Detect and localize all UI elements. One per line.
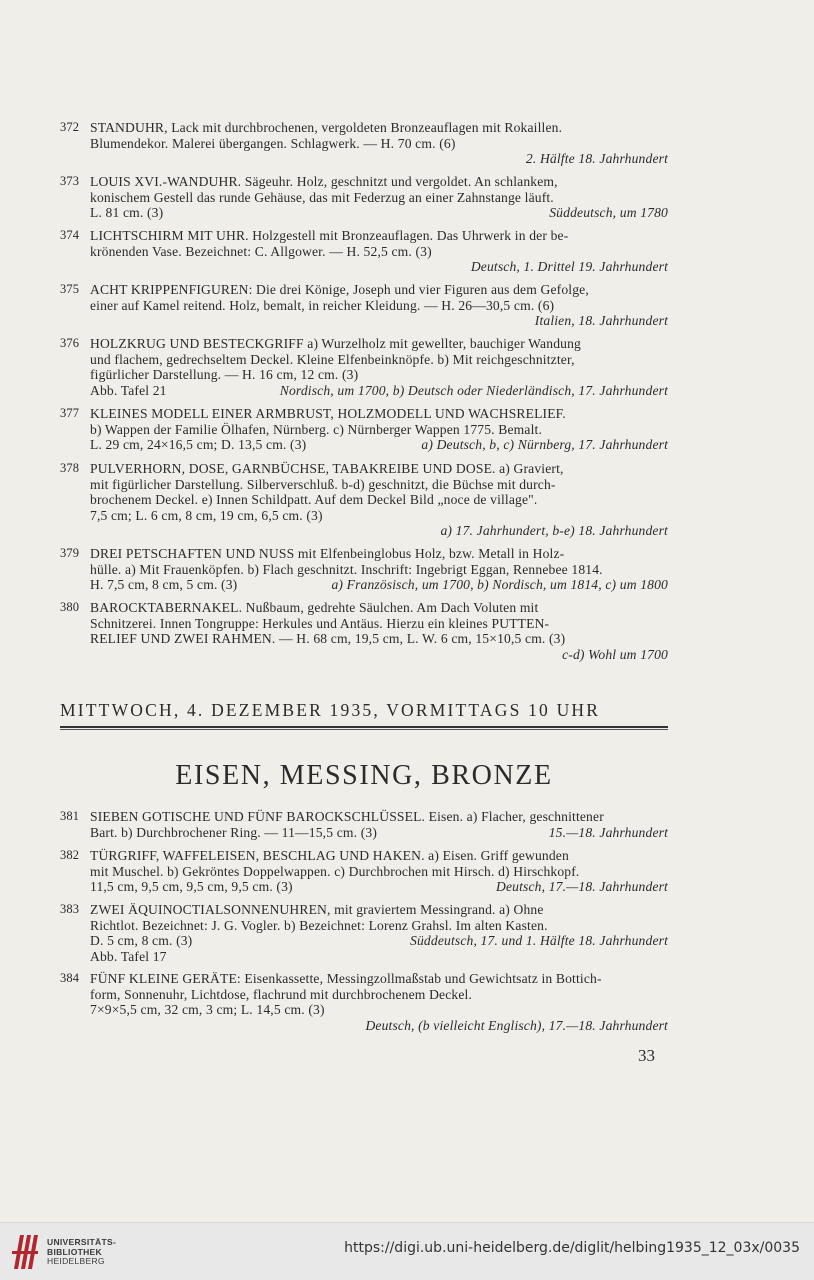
entry-description (90, 120, 668, 167)
entry-measure-row (90, 437, 668, 453)
entry-measurements: L. 81 cm. (3) (90, 205, 164, 221)
entry-number: 382 (60, 848, 80, 862)
institution-line-2: BIBLIOTHEK (47, 1246, 102, 1257)
entry-description (90, 971, 668, 1033)
entry-text-line: brochenem Deckel. e) Innen Schildpatt. Auf dem Deckel Bild „noce de village". (90, 492, 538, 508)
entry-text-line: 7×9×5,5 cm, 32 cm, 3 cm; L. 14,5 cm. (3) (90, 1002, 325, 1018)
viewer-footer (0, 1222, 814, 1280)
entry-attribution: Deutsch, (b vielleicht Englisch), 17.—18. Jahrhundert (365, 1017, 668, 1033)
entry-description (90, 336, 668, 398)
sale-header: MITTWOCH, 4. DEZEMBER 1935, VORMITTAGS 10 UHR (60, 700, 601, 720)
entry-measurements: L. 29 cm, 24×16,5 cm; D. 13,5 cm. (3) (90, 437, 307, 453)
entry-attribution: Deutsch, 17.—18. Jahrhundert (496, 879, 668, 895)
entry-text-line: krönenden Vase. Bezeichnet: C. Allgower. — H. 52,5 cm. (3) (90, 243, 432, 259)
entry-attribution: Italien, 18. Jahrhundert (534, 313, 668, 329)
entry-measurements: 11,5 cm, 9,5 cm, 9,5 cm, 9,5 cm. (3) (90, 879, 293, 895)
entry-number: 377 (60, 406, 80, 420)
entry-text-line: figürlicher Darstellung. — H. 16 cm, 12 cm. (3) (90, 367, 359, 383)
entry-attribution: a) 17. Jahrhundert, b-e) 18. Jahrhundert (440, 523, 668, 539)
entry-measure-row (90, 933, 668, 949)
entry-text-line: SIEBEN GOTISCHE UND FÜNF BAROCKSCHLÜSSEL. Eisen. a) Flacher, geschnittener (90, 809, 604, 824)
entry-text-line: KLEINES MODELL EINER ARMBRUST, HOLZMODELL UND WACHSRELIEF. (90, 406, 566, 421)
institution-line-1: UNIVERSITÄTS- (47, 1237, 117, 1247)
entry-text-line: Blumendekor. Malerei übergangen. Schlagwerk. — H. 70 cm. (6) (90, 135, 456, 151)
entry-attribution: 2. Hälfte 18. Jahrhundert (525, 151, 668, 167)
entry-text-line: mit Muschel. b) Gekröntes Doppelwappen. c) Durchbrochen mit Hirsch. d) Hirschkopf. (90, 863, 580, 879)
entry-number: 376 (60, 336, 80, 350)
entry-measure-row (90, 825, 668, 841)
entry-description (90, 809, 668, 840)
entry-text-line: DREI PETSCHAFTEN UND NUSS mit Elfenbeinglobus Holz, bzw. Metall in Holz- (90, 546, 565, 561)
entry-number: 373 (60, 174, 80, 188)
entry-text-line: BAROCKTABERNAKEL. Nußbaum, gedrehte Säulchen. Am Dach Voluten mit (90, 600, 539, 615)
entry-measurements: Bart. b) Durchbrochener Ring. — 11—15,5 cm. (3) (90, 824, 378, 840)
entry-measurements: H. 7,5 cm, 8 cm, 5 cm. (3) (90, 577, 238, 593)
entry-measurements: D. 5 cm, 8 cm. (3) (90, 933, 193, 949)
header-rule-thin (60, 729, 668, 730)
page-number: 33 (638, 1046, 655, 1065)
entry-text-line: und flachem, gedrechseltem Deckel. Kleine Elfenbeinknöpfe. b) Mit reichgeschnitzter, (90, 351, 575, 367)
entry-text-line: TÜRGRIFF, WAFFELEISEN, BESCHLAG UND HAKEN. a) Eisen. Griff gewunden (90, 848, 569, 863)
entry-text-line: Richtlot. Bezeichnet: J. G. Vogler. b) Bezeichnet: Lorenz Grahsl. Im alten Kasten. (90, 917, 548, 933)
entry-attribution: a) Deutsch, b, c) Nürnberg, 17. Jahrhundert (421, 437, 668, 453)
entry-number: 381 (60, 809, 80, 823)
entry-attribution: Süddeutsch, 17. und 1. Hälfte 18. Jahrhundert (410, 933, 668, 949)
entry-attribution: Süddeutsch, um 1780 (549, 205, 668, 221)
entry-attribution: a) Französisch, um 1700, b) Nordisch, um 1814, c) um 1800 (331, 577, 668, 593)
entry-number: 374 (60, 228, 80, 242)
entry-measure-row (90, 205, 668, 221)
permalink-url[interactable]: https://digi.ub.uni-heidelberg.de/diglit/helbing1935_12_03x/0035 (344, 1240, 800, 1256)
entry-description (90, 848, 668, 895)
entry-description (90, 902, 668, 964)
header-rule-thick (60, 726, 668, 728)
entry-text-line: form, Sonnenuhr, Lichtdose, flachrund mit durchbrochenem Deckel. (90, 986, 473, 1002)
entry-number: 380 (60, 600, 80, 614)
entry-text-line: STANDUHR, Lack mit durchbrochenen, vergoldeten Bronzeauflagen mit Rokaillen. (90, 120, 563, 135)
entry-description (90, 174, 668, 221)
entry-number: 383 (60, 902, 80, 916)
entry-number: 375 (60, 282, 80, 296)
entry-description (90, 228, 668, 275)
entry-number: 384 (60, 971, 80, 985)
entry-text-line: RELIEF UND ZWEI RAHMEN. — H. 68 cm, 19,5 cm, L. W. 6 cm, 15×10,5 cm. (3) (90, 631, 566, 647)
entry-description (90, 600, 668, 662)
entry-text-line: b) Wappen der Familie Ölhafen, Nürnberg. c) Nürnberger Wappen 1775. Bemalt. (90, 421, 542, 437)
entry-measure-row (90, 879, 668, 895)
entry-description (90, 406, 668, 453)
entry-attribution: Nordisch, um 1700, b) Deutsch oder Niederländisch, 17. Jahrhundert (279, 382, 668, 398)
entry-text-line: LICHTSCHIRM MIT UHR. Holzgestell mit Bronzeauflagen. Das Uhrwerk in der be- (90, 228, 569, 243)
entry-text-line: konischem Gestell das runde Gehäuse, das mit Federzug an einer Zahnstange läuft. (90, 189, 554, 205)
entry-number: 372 (60, 120, 80, 134)
institution-line-3: HEIDELBERG (47, 1256, 105, 1266)
university-seal-icon (10, 1231, 40, 1271)
entry-text-line: mit figürlicher Darstellung. Silberverschluß. b-d) geschnitzt, die Büchse mit durch- (90, 476, 556, 492)
entry-description (90, 546, 668, 593)
entry-attribution: Deutsch, 1. Drittel 19. Jahrhundert (470, 259, 668, 275)
entry-measure-row (90, 383, 668, 399)
entry-text-line: einer auf Kamel reitend. Holz, bemalt, in reicher Kleidung. — H. 26—30,5 cm. (6) (90, 297, 555, 313)
entry-description (90, 282, 668, 329)
entry-number: 379 (60, 546, 80, 560)
entry-text-line: 7,5 cm; L. 6 cm, 8 cm, 19 cm, 6,5 cm. (3) (90, 507, 323, 523)
entry-text-line: LOUIS XVI.-WANDUHR. Sägeuhr. Holz, geschnitzt und vergoldet. An schlankem, (90, 174, 558, 189)
entry-text-line: FÜNF KLEINE GERÄTE: Eisenkassette, Messingzollmaßstab und Gewichtsatz in Bottich- (90, 971, 602, 986)
institution-name (47, 1238, 116, 1267)
entry-measure-row (90, 577, 668, 593)
section-title: EISEN, MESSING, BRONZE (175, 760, 553, 791)
entry-number: 378 (60, 461, 80, 475)
entry-text-line: hülle. a) Mit Frauenköpfen. b) Flach geschnitzt. Inschrift: Ingebrigt Eggan, Rennebee 1814. (90, 561, 603, 577)
entry-text-line: ACHT KRIPPENFIGUREN: Die drei Könige, Joseph und vier Figuren aus dem Gefolge, (90, 282, 589, 297)
entry-attribution: 15.—18. Jahrhundert (548, 824, 668, 840)
entry-text-line: Schnitzerei. Innen Tongruppe: Herkules und Antäus. Hierzu ein kleines PUTTEN- (90, 615, 550, 631)
entry-text-line: ZWEI ÄQUINOCTIALSONNENUHREN, mit graviertem Messingrand. a) Ohne (90, 902, 544, 917)
entry-text-line: PULVERHORN, DOSE, GARNBÜCHSE, TABAKREIBE UND DOSE. a) Graviert, (90, 461, 564, 476)
entry-text-line: HOLZKRUG UND BESTECKGRIFF a) Wurzelholz mit gewellter, bauchiger Wandung (90, 336, 581, 351)
entry-attribution: c-d) Wohl um 1700 (562, 646, 668, 662)
entry-plate-reference: Abb. Tafel 17 (90, 948, 167, 964)
entry-description (90, 461, 668, 539)
entry-measurements: Abb. Tafel 21 (90, 382, 167, 398)
